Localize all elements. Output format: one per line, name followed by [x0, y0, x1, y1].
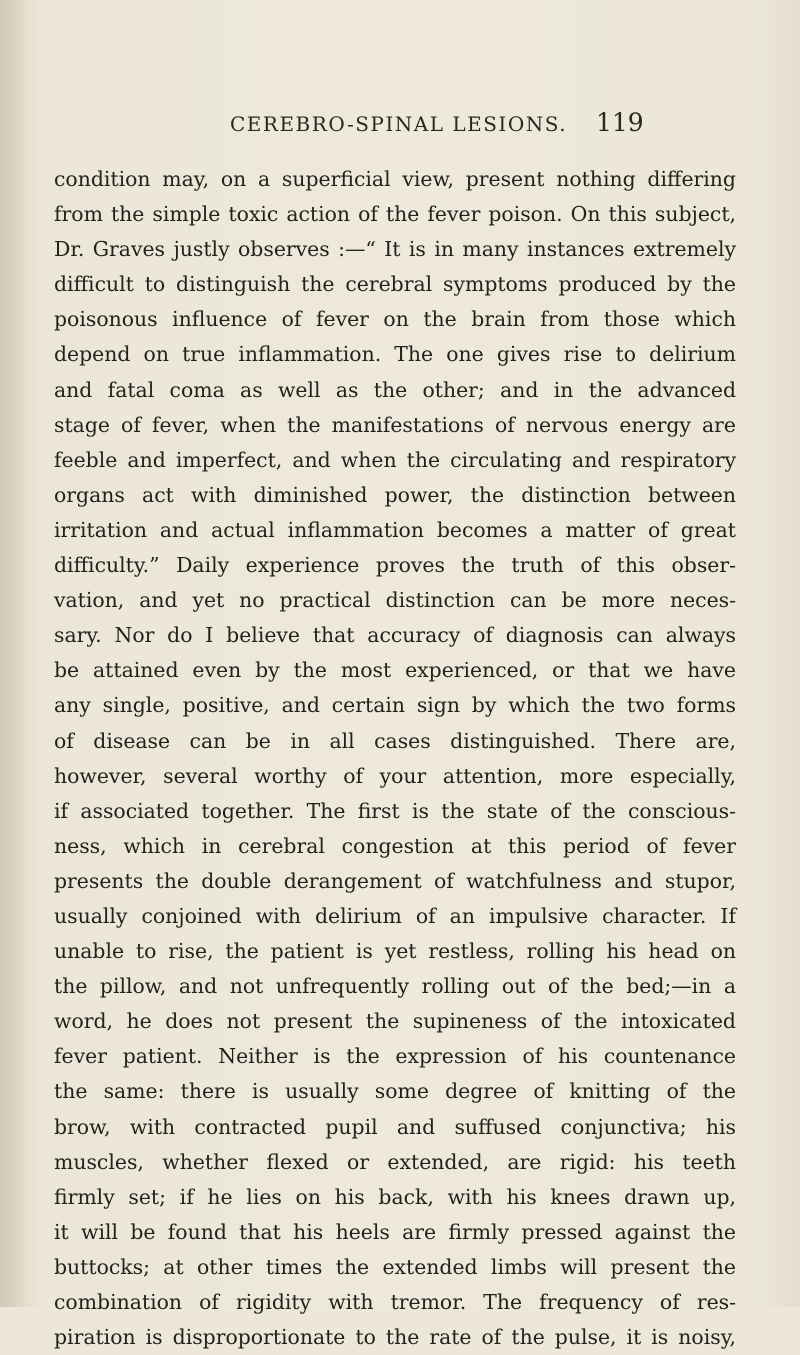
text-line: sary. Nor do I believe that accuracy of diagnosis can always [54, 623, 736, 648]
text-line: word, he does not present the supineness of the intoxicated [54, 1009, 736, 1034]
text-line: brow, with contracted pupil and suffused conjunctiva; his [54, 1114, 736, 1139]
text-line: be attained even by the most experienced, or that we have [54, 658, 736, 683]
text-line: piration is disproportionate to the rate of the pulse, it is noisy, [54, 1325, 736, 1350]
text-line: it will be found that his heels are firmly pressed against the [54, 1219, 736, 1244]
text-line: combination of rigidity with tremor. The frequency of res- [54, 1290, 736, 1314]
page-header [0, 108, 800, 142]
text-line: unable to rise, the patient is yet restless, rolling his head on [54, 939, 736, 964]
text-line: buttocks; at other times the extended limbs will present the [54, 1254, 736, 1279]
text-line: stage of fever, when the manifestations of nervous energy are [54, 412, 736, 437]
gutter-shadow [0, 0, 30, 1307]
text-line: organs act with diminished power, the distinction between [54, 482, 736, 507]
text-line: Dr. Graves justly observes :—“ It is in many instances extremely [54, 237, 736, 262]
text-line: presents the double derangement of watchfulness and stupor, [54, 868, 736, 893]
text-line: firmly set; if he lies on his back, with his knees drawn up, [54, 1184, 736, 1209]
text-line: difficult to distinguish the cerebral symptoms produced by the [54, 272, 736, 297]
text-line: the same: there is usually some degree of knitting of the [54, 1079, 736, 1104]
page-number: 119 [596, 108, 644, 137]
text-line: the pillow, and not unfrequently rolling out of the bed;—in a [54, 974, 736, 999]
text-line: from the simple toxic action of the fever poison. On this subject, [54, 202, 736, 227]
text-line: muscles, whether flexed or extended, are rigid: his teeth [54, 1149, 736, 1174]
text-line: irritation and actual inflammation becomes a matter of great [54, 517, 736, 542]
text-line: and fatal coma as well as the other; and in the advanced [54, 377, 736, 402]
text-line: vation, and yet no practical distinction can be more neces- [54, 588, 736, 613]
text-line: depend on true inflammation. The one gives rise to delirium [54, 342, 736, 367]
text-line: feeble and imperfect, and when the circulating and respiratory [54, 447, 736, 472]
text-line: poisonous influence of fever on the brain from those which [54, 307, 736, 332]
text-line: fever patient. Neither is the expression of his countenance [54, 1044, 736, 1069]
text-line: any single, positive, and certain sign by which the two forms [54, 693, 736, 718]
text-line: condition may, on a superficial view, present nothing differing [54, 167, 736, 191]
text-line: usually conjoined with delirium of an impulsive character. If [54, 903, 736, 928]
text-line: ness, which in cerebral congestion at this period of fever [54, 833, 736, 858]
text-line: however, several worthy of your attention, more especially, [54, 763, 736, 788]
text-line: difficulty.” Daily experience proves the truth of this obser- [54, 553, 736, 578]
running-title: CEREBRO-SPINAL LESIONS. [230, 112, 568, 136]
body-paragraph [54, 162, 736, 1355]
text-line: of disease can be in all cases distinguished. There are, [54, 728, 736, 753]
text-line: if associated together. The first is the state of the conscious- [54, 798, 736, 823]
